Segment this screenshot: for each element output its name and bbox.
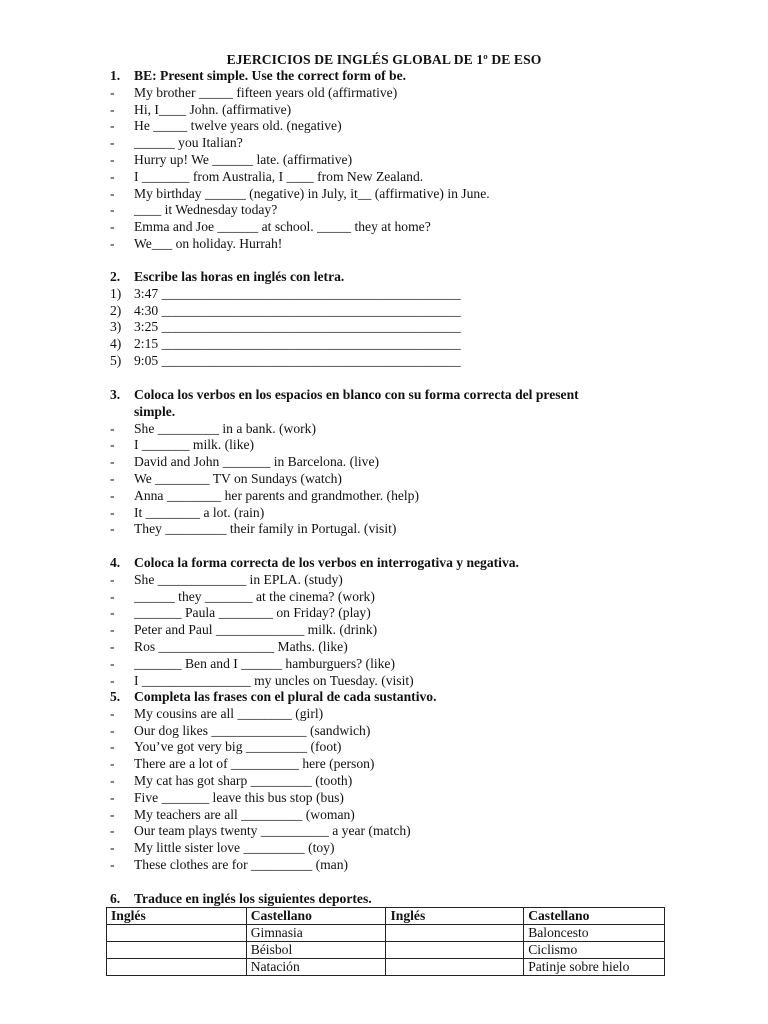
table-cell: Gimnasia [246, 925, 386, 942]
list-item [0, 303, 768, 320]
bullet: - [110, 571, 115, 587]
item-text: We ________ TV on Sundays (watch) [134, 470, 342, 486]
exercise-number: 1. [110, 68, 121, 83]
bullet: - [110, 655, 115, 671]
list-item [0, 756, 768, 773]
item-text: She _____________ in EPLA. (study) [134, 571, 343, 587]
bullet: - [110, 722, 115, 738]
item-text: _______ Paula ________ on Friday? (play) [134, 605, 371, 621]
item-text: Ros _________________ Maths. (like) [134, 638, 348, 654]
exercise-number: 4. [110, 555, 121, 570]
exercise-number: 2. [110, 269, 121, 284]
bullet: - [110, 521, 115, 537]
bullet: - [110, 151, 115, 167]
item-text: I _______ milk. (like) [134, 437, 255, 453]
table-row [107, 959, 665, 976]
exercise-title: Coloca la forma correcta de los verbos en interrogativa y negativa. [134, 555, 519, 570]
bullet: - [110, 806, 115, 822]
exercise-2-heading [0, 269, 768, 286]
list-item [0, 790, 768, 807]
exercise-title: Coloca los verbos en los espacios en blanco con su forma correcta del present [134, 387, 579, 402]
item-text: We___ on holiday. Hurrah! [134, 235, 283, 251]
list-item [0, 622, 768, 639]
list-item [0, 807, 768, 824]
bullet: - [110, 672, 115, 688]
item-text: My birthday ______ (negative) in July, it__ (affirmative) in June. [134, 185, 490, 201]
item-text: 3:25 ____________________________________________ [134, 319, 461, 335]
list-item [0, 471, 768, 488]
list-item [0, 572, 768, 589]
list-item [0, 723, 768, 740]
answer-cell[interactable] [386, 942, 524, 959]
answer-cell[interactable] [107, 959, 247, 976]
bullet: - [110, 135, 115, 151]
exercise-3 [0, 387, 768, 538]
item-text: 3:47 ____________________________________________ [134, 285, 461, 301]
exercise-title-continued: simple. [134, 403, 176, 419]
list-item [0, 336, 768, 353]
table-row [107, 925, 665, 942]
exercise-1 [0, 68, 768, 253]
exercise-number: 5. [110, 689, 121, 704]
exercise-3-heading-continued [0, 404, 768, 421]
item-text: 9:05 ____________________________________________ [134, 352, 461, 368]
exercise-2 [0, 269, 768, 370]
list-item [0, 85, 768, 102]
list-item [0, 773, 768, 790]
answer-cell[interactable] [386, 959, 524, 976]
bullet: - [110, 101, 115, 117]
item-text: Hurry up! We ______ late. (affirmative) [134, 151, 353, 167]
table-cell: Baloncesto [524, 925, 665, 942]
answer-cell[interactable] [107, 942, 247, 959]
table-header-row [107, 908, 665, 925]
bullet: - [110, 856, 115, 872]
exercise-6-heading [0, 891, 768, 908]
bullet: - [110, 420, 115, 436]
item-number: 1) [110, 285, 122, 301]
list-item [0, 488, 768, 505]
item-text: 2:15 ____________________________________________ [134, 336, 461, 352]
bullet: - [110, 185, 115, 201]
bullet: - [110, 605, 115, 621]
list-item [0, 286, 768, 303]
exercise-4 [0, 555, 768, 689]
item-text: ______ you Italian? [134, 135, 243, 151]
list-item [0, 706, 768, 723]
list-item [0, 421, 768, 438]
table-cell: Béisbol [246, 942, 386, 959]
item-number: 5) [110, 352, 122, 368]
bullet: - [110, 84, 115, 100]
exercise-3-heading [0, 387, 768, 404]
column-header: Inglés [386, 908, 524, 925]
item-text: David and John _______ in Barcelona. (live) [134, 454, 380, 470]
exercise-title: BE: Present simple. Use the correct form of be. [134, 68, 407, 83]
item-text: He _____ twelve years old. (negative) [134, 118, 342, 134]
bullet: - [110, 437, 115, 453]
list-item [0, 118, 768, 135]
item-text: Peter and Paul _____________ milk. (drink) [134, 622, 378, 638]
bullet: - [110, 840, 115, 856]
item-text: I ________________ my uncles on Tuesday. (visit) [134, 672, 414, 688]
item-text: Hi, I____ John. (affirmative) [134, 101, 292, 117]
list-item [0, 656, 768, 673]
list-item [0, 219, 768, 236]
item-text: Our dog likes ______________ (sandwich) [134, 722, 371, 738]
bullet: - [110, 168, 115, 184]
item-number: 3) [110, 319, 122, 335]
list-item [0, 739, 768, 756]
exercise-number: 3. [110, 387, 121, 402]
list-item [0, 505, 768, 522]
item-text: Emma and Joe ______ at school. _____ they at home? [134, 219, 431, 235]
list-item [0, 454, 768, 471]
exercise-title: Completa las frases con el plural de cada sustantivo. [134, 689, 437, 704]
item-text: Anna ________ her parents and grandmother. (help) [134, 487, 420, 503]
bullet: - [110, 705, 115, 721]
bullet: - [110, 219, 115, 235]
exercise-5 [0, 689, 768, 874]
list-item [0, 823, 768, 840]
answer-cell[interactable] [107, 925, 247, 942]
bullet: - [110, 823, 115, 839]
item-text: Our team plays twenty __________ a year (match) [134, 823, 411, 839]
exercise-title: Traduce en inglés los siguientes deportes. [134, 891, 372, 906]
item-text: These clothes are for _________ (man) [134, 856, 349, 872]
column-header: Inglés [107, 908, 247, 925]
list-item [0, 353, 768, 370]
list-item [0, 437, 768, 454]
bullet: - [110, 739, 115, 755]
item-text: ______ they _______ at the cinema? (work) [134, 588, 375, 604]
list-item [0, 639, 768, 656]
table-cell: Patinje sobre hielo [524, 959, 665, 976]
item-text: They _________ their family in Portugal. (visit) [134, 521, 397, 537]
bullet: - [110, 772, 115, 788]
column-header: Castellano [524, 908, 665, 925]
bullet: - [110, 588, 115, 604]
table-cell: Natación [246, 959, 386, 976]
list-item [0, 169, 768, 186]
item-text: 4:30 ____________________________________________ [134, 302, 461, 318]
list-item [0, 202, 768, 219]
item-text: There are a lot of __________ here (person) [134, 756, 375, 772]
bullet: - [110, 202, 115, 218]
bullet: - [110, 235, 115, 251]
list-item [0, 673, 768, 690]
item-text: My cat has got sharp _________ (tooth) [134, 772, 353, 788]
item-text: Five _______ leave this bus stop (bus) [134, 789, 344, 805]
item-text: She _________ in a bank. (work) [134, 420, 316, 436]
list-item [0, 521, 768, 538]
sports-translation-table [106, 907, 665, 976]
item-number: 4) [110, 336, 122, 352]
exercise-title: Escribe las horas en inglés con letra. [134, 269, 345, 284]
bullet: - [110, 454, 115, 470]
item-number: 2) [110, 302, 122, 318]
item-text: I _______ from Australia, I ____ from New Zealand. [134, 168, 424, 184]
bullet: - [110, 789, 115, 805]
exercise-6 [0, 891, 768, 908]
item-text: You’ve got very big _________ (foot) [134, 739, 342, 755]
bullet: - [110, 504, 115, 520]
exercise-5-heading [0, 689, 768, 706]
list-item [0, 102, 768, 119]
exercise-4-heading [0, 555, 768, 572]
exercise-1-heading [0, 68, 768, 85]
item-text: _______ Ben and I ______ hamburguers? (like) [134, 655, 395, 671]
bullet: - [110, 487, 115, 503]
bullet: - [110, 622, 115, 638]
table-cell: Ciclismo [524, 942, 665, 959]
item-text: My cousins are all ________ (girl) [134, 705, 324, 721]
bullet: - [110, 470, 115, 486]
answer-cell[interactable] [386, 925, 524, 942]
list-item [0, 152, 768, 169]
exercise-number: 6. [110, 891, 121, 906]
column-header: Castellano [246, 908, 386, 925]
bullet: - [110, 118, 115, 134]
bullet: - [110, 756, 115, 772]
item-text: ____ it Wednesday today? [134, 202, 278, 218]
list-item [0, 589, 768, 606]
list-item [0, 319, 768, 336]
table-row [107, 942, 665, 959]
list-item [0, 840, 768, 857]
item-text: It ________ a lot. (rain) [134, 504, 265, 520]
list-item [0, 605, 768, 622]
item-text: My little sister love _________ (toy) [134, 840, 335, 856]
list-item [0, 857, 768, 874]
list-item [0, 236, 768, 253]
list-item [0, 135, 768, 152]
page-title: EJERCICIOS DE INGLÉS GLOBAL DE 1º DE ESO [226, 52, 542, 67]
item-text: My brother _____ fifteen years old (affirmative) [134, 84, 398, 100]
item-text: My teachers are all _________ (woman) [134, 806, 355, 822]
list-item [0, 186, 768, 203]
bullet: - [110, 638, 115, 654]
